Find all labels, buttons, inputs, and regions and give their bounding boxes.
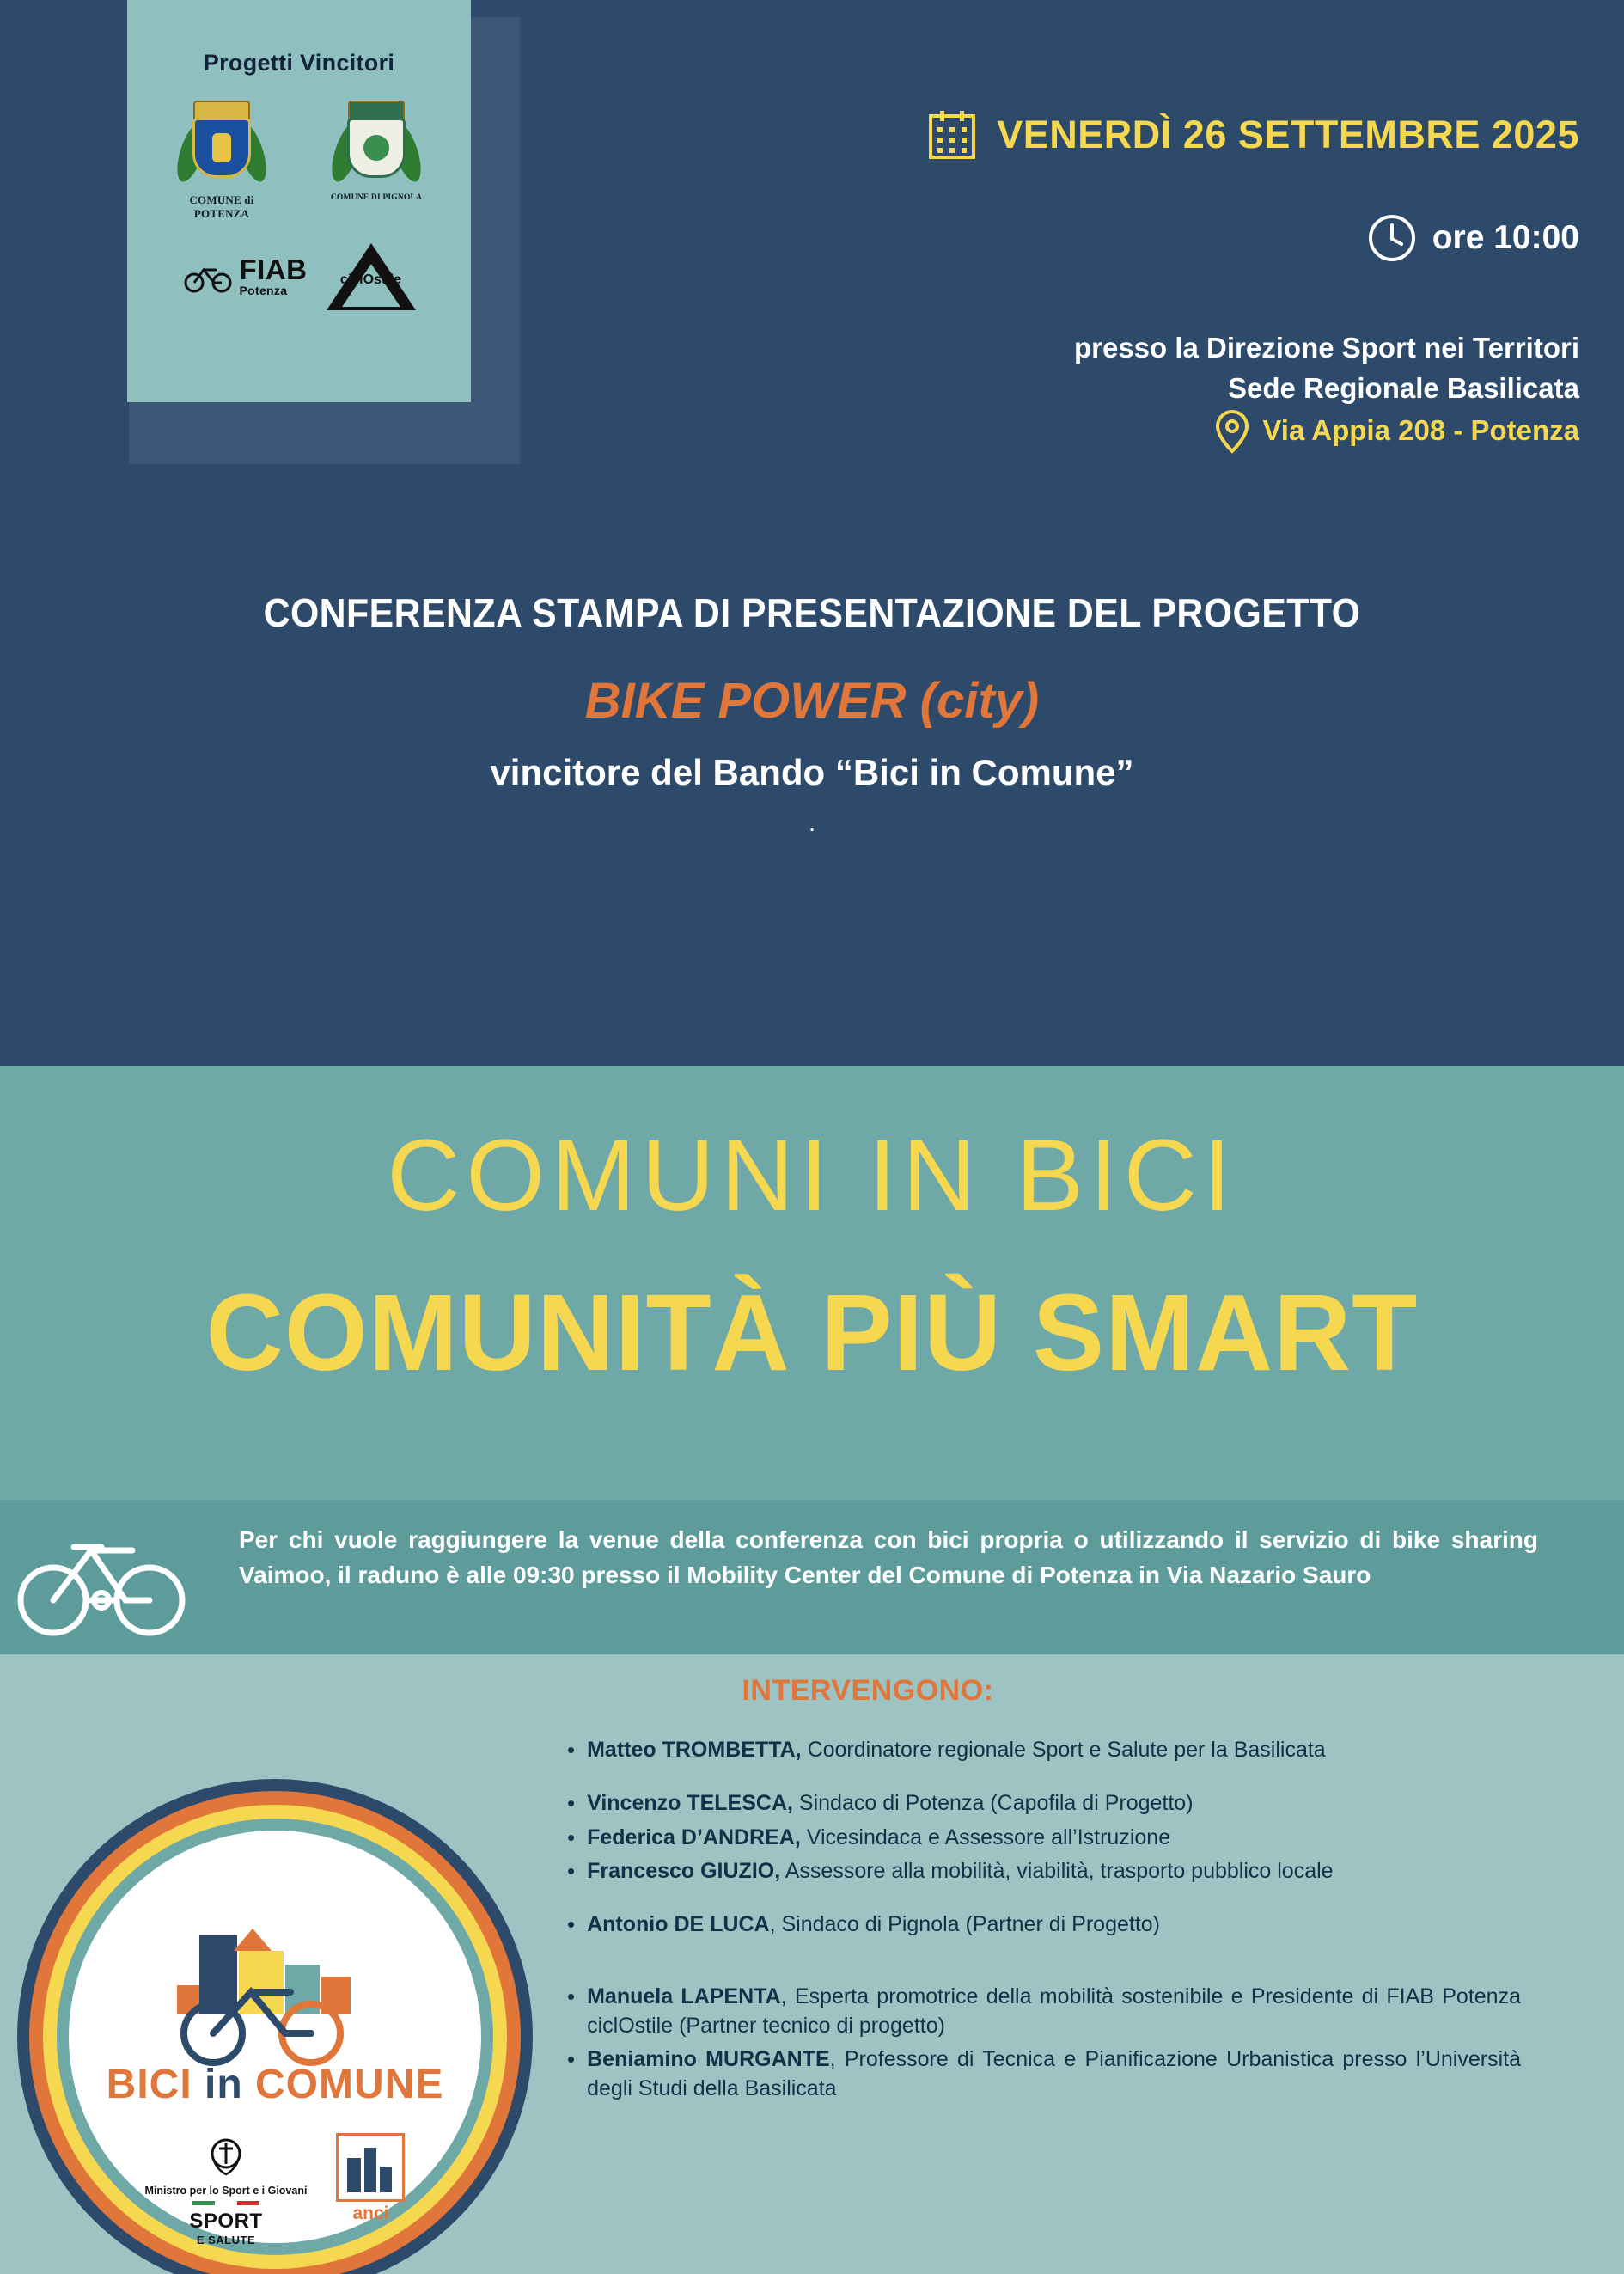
list-item [567, 1910, 1521, 1940]
italian-flag-icon [145, 2201, 308, 2205]
speaker-role: Assessore alla mobilità, viabilità, trasporto pubblico locale [780, 1859, 1334, 1884]
event-date: VENERDÌ 26 SETTEMBRE 2025 [997, 113, 1579, 156]
bullet-icon: • [567, 1789, 576, 1816]
venue-block [1074, 328, 1579, 454]
bullet-icon: • [567, 1983, 576, 2009]
crest-pignola-caption: COMUNE DI PIGNOLA [330, 193, 423, 202]
list-item [567, 1824, 1521, 1853]
republic-emblem-icon [206, 2133, 246, 2178]
badge-title-bici: BICI [106, 2062, 192, 2107]
anci-logo [336, 2133, 405, 2224]
venue-line-2: Sede Regionale Basilicata [1227, 371, 1579, 404]
speaker-name: Francesco GIUZIO, [587, 1859, 781, 1884]
calendar-icon [928, 110, 976, 160]
fiab-sub: Potenza [239, 283, 288, 297]
decorative-dot: . [808, 809, 816, 837]
sport-label: SPORT [189, 2210, 263, 2233]
anci-label: anci [352, 2204, 389, 2223]
bullet-icon: • [567, 1737, 576, 1763]
badge-institutional-logos [103, 2133, 447, 2246]
list-item [567, 1857, 1521, 1886]
winners-title: Progetti Vincitori [203, 50, 395, 76]
list-item [567, 1789, 1521, 1819]
project-name: BIKE POWER (city) [584, 673, 1040, 729]
info-text: Per chi vuole raggiungere la venue della conferenza con bici propria o utilizzando il servizio di bike sharing Vaimoo, il raduno è alle 09:30 presso il Mobility Center del Comune di Potenza in Via Nazario Sauro [239, 1526, 1538, 1588]
speakers-list [567, 1736, 1521, 2109]
fiab-logo [183, 256, 308, 296]
badge-title-in: in [205, 2062, 243, 2107]
event-time: ore 10:00 [1432, 219, 1579, 256]
speakers-heading: INTERVENGONO: [742, 1674, 994, 1707]
conference-block [0, 590, 1624, 838]
crest-potenza-caption: COMUNE di POTENZA [189, 193, 254, 220]
ciclostile-name: ciclOstile [339, 272, 402, 287]
bullet-icon: • [567, 1858, 576, 1885]
bullet-icon: • [567, 1911, 576, 1937]
bicycle-icon [12, 1514, 192, 1643]
speaker-name: Beniamino MURGANTE [587, 2047, 830, 2072]
bicycle-icon [183, 260, 233, 294]
city-bike-illustration-icon [143, 1913, 411, 2076]
clock-icon [1367, 213, 1417, 263]
speaker-role: , Esperta promotrice della mobilità sostenibile e Presidente di FIAB Potenza ciclOstile (Partner tecnico di progetto) [587, 1984, 1521, 2038]
venue-address: Via Appia 208 - Potenza [1262, 414, 1579, 447]
time-row [1367, 213, 1579, 263]
bici-in-comune-badge [17, 1779, 550, 2274]
anci-mark-icon [336, 2133, 405, 2202]
list-item [567, 2045, 1521, 2104]
sport-sub-label: E SALUTE [196, 2234, 256, 2246]
project-subtitle: vincitore del Bando “Bici in Comune” [490, 752, 1134, 792]
date-row [928, 110, 1579, 160]
speaker-name: Antonio DE LUCA [587, 1912, 770, 1936]
badge-title [69, 2061, 481, 2108]
badge-title-comune: COMUNE [255, 2062, 444, 2107]
speaker-name: Vincenzo TELESCA, [587, 1790, 793, 1815]
speaker-role: Sindaco di Potenza (Capofila di Progetto) [792, 1790, 1194, 1815]
winners-logo-card [127, 0, 471, 402]
crest-potenza [170, 101, 273, 221]
ciclostile-logo [327, 243, 416, 310]
speaker-name: Manuela LAPENTA [587, 1984, 781, 2008]
speaker-name: Federica D’ANDREA, [587, 1825, 801, 1849]
coat-of-arms-icon [184, 101, 259, 190]
main-title-line-1: COMUNI IN BICI [387, 1119, 1237, 1232]
coat-of-arms-icon [339, 101, 414, 190]
sport-e-salute-logo [145, 2210, 308, 2246]
speaker-role: Vicesindaca e Assessore all’Istruzione [800, 1825, 1171, 1849]
main-title-line-2: COMUNITÀ PIÙ SMART [205, 1272, 1419, 1393]
fiab-name: FIAB [239, 254, 308, 286]
bullet-icon: • [567, 1824, 576, 1850]
list-item [567, 1736, 1521, 1765]
map-pin-icon [1214, 409, 1250, 454]
crest-pignola [325, 101, 428, 221]
partner-logos [127, 243, 471, 310]
speaker-role: Coordinatore regionale Sport e Salute per la Basilicata [801, 1738, 1326, 1762]
conference-headline: CONFERENZA STAMPA DI PRESENTAZIONE DEL PROGETTO [263, 590, 1361, 635]
speaker-role: , Professore di Tecnica e Pianificazione Urbanistica presso l’Università degli Studi della Basilicata [587, 2047, 1521, 2100]
venue-address-row [1074, 409, 1579, 454]
ministry-label: Ministro per lo Sport e i Giovani [144, 2185, 308, 2197]
crest-row [127, 101, 471, 221]
speaker-role: , Sindaco di Pignola (Partner di Progetto) [769, 1912, 1160, 1936]
list-item [567, 1983, 1521, 2041]
venue-line-1: presso la Direzione Sport nei Territori [1073, 332, 1579, 364]
bullet-icon: • [567, 2046, 576, 2073]
speaker-name: Matteo TROMBETTA, [587, 1738, 802, 1762]
ministry-logo [145, 2133, 308, 2246]
